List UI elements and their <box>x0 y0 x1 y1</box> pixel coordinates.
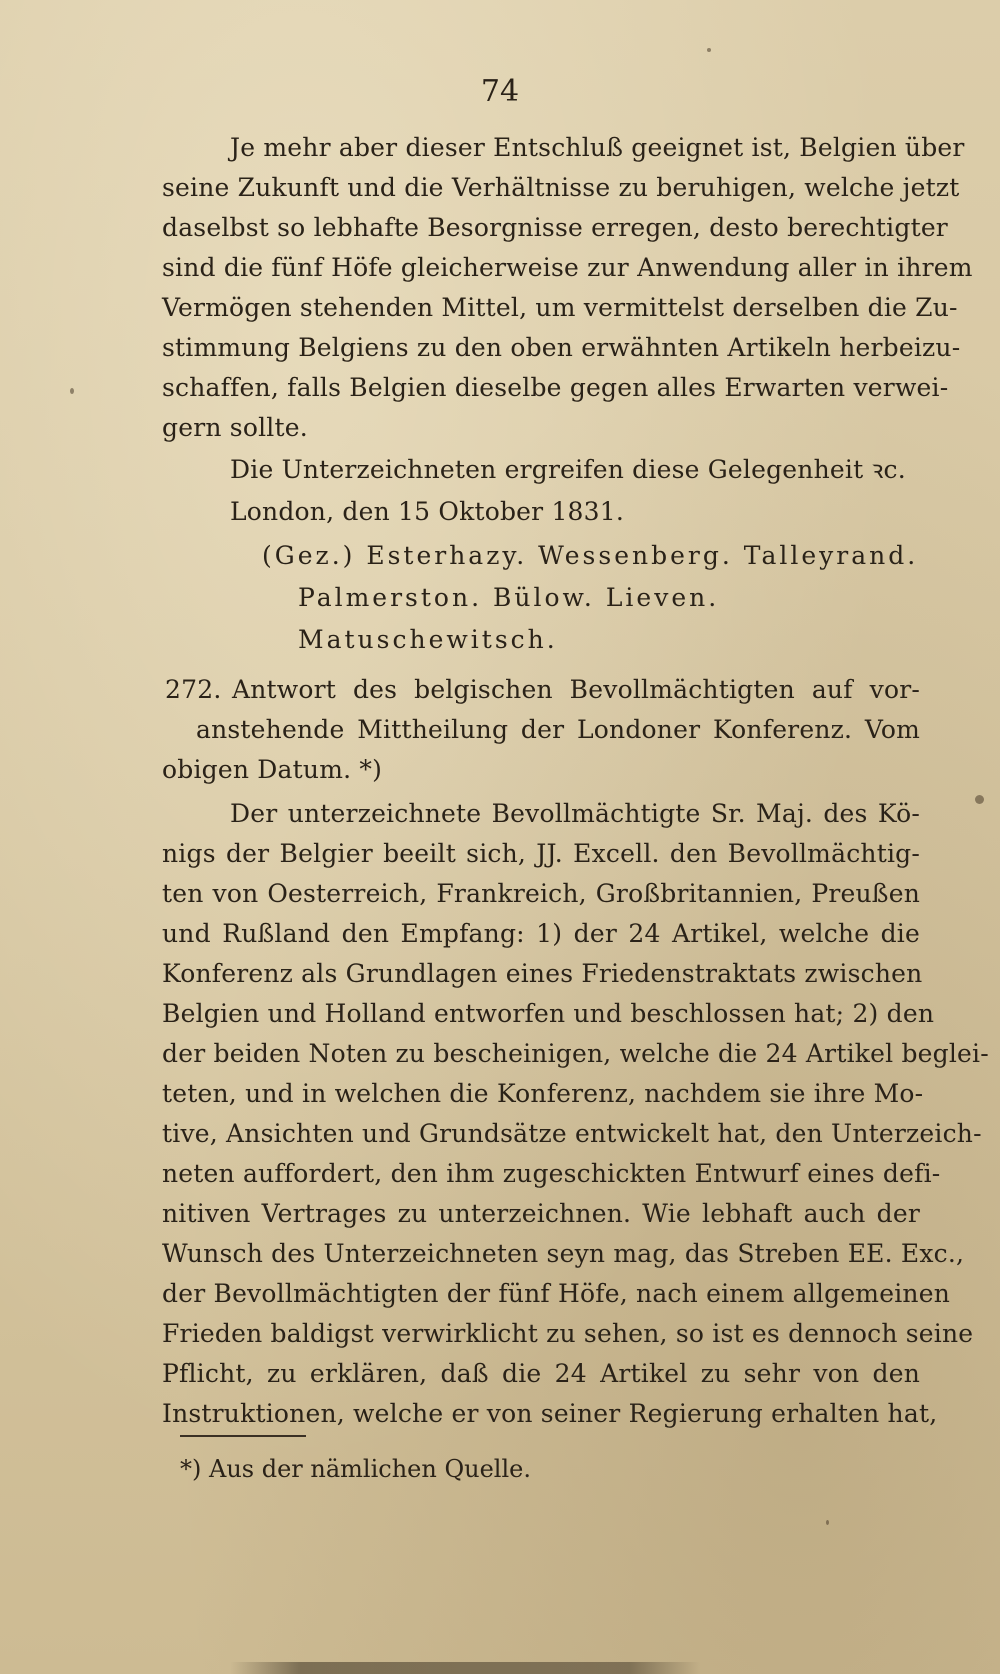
text-line: stimmung Belgiens zu den oben erwähnten Artikeln herbeizu- <box>162 333 961 362</box>
text-line: gern sollte. <box>162 413 308 442</box>
paper-speck <box>707 48 711 52</box>
text-line: Konferenz als Grundlagen eines Friedenstraktats zwischen <box>162 959 923 988</box>
text-line: tive, Ansichten und Grundsätze entwickelt hat, den Unterzeich- <box>162 1119 982 1148</box>
text-line: Der unterzeichnete Bevollmächtigte Sr. Maj. des Kö- <box>230 799 920 828</box>
text-line: Vermögen stehenden Mittel, um vermittelst derselben die Zu- <box>162 293 958 322</box>
text-line: teten, und in welchen die Konferenz, nachdem sie ihre Mo- <box>162 1079 924 1108</box>
text-line: Belgien und Holland entworfen und beschlossen hat; 2) den <box>162 999 935 1028</box>
document-number: 272. <box>165 675 222 704</box>
text-line: Wunsch des Unterzeichneten seyn mag, das Streben EE. Exc., <box>162 1239 965 1268</box>
text-line: schaffen, falls Belgien dieselbe gegen alles Erwarten verwei- <box>162 373 949 402</box>
place-date: London, den 15 Oktober 1831. <box>230 497 625 526</box>
text-line: nitiven Vertrages zu unterzeichnen. Wie lebhaft auch der <box>162 1199 920 1228</box>
text-line: seine Zukunft und die Verhältnisse zu beruhigen, welche jetzt <box>162 173 960 202</box>
text-line: Instruktionen, welche er von seiner Regierung erhalten hat, <box>162 1399 938 1428</box>
paper-speck <box>70 388 74 394</box>
page-edge-stain <box>230 1662 700 1674</box>
text-line: nigs der Belgier beeilt sich, JJ. Excell. den Bevollmächtig- <box>162 839 920 868</box>
text-line: sind die fünf Höfe gleicherweise zur Anwendung aller in ihrem <box>162 253 973 282</box>
text-line: der beiden Noten zu bescheinigen, welche die 24 Artikel beglei- <box>162 1039 989 1068</box>
text-line: daselbst so lebhafte Besorgnisse erregen, desto berechtigter <box>162 213 948 242</box>
text-line: ten von Oesterreich, Frankreich, Großbritannien, Preußen <box>162 879 920 908</box>
text-line: Pflicht, zu erklären, daß die 24 Artikel zu sehr von den <box>162 1359 920 1388</box>
paper-speck <box>826 1520 829 1525</box>
signature-line: Matuschewitsch. <box>298 625 558 654</box>
footnote: *) Aus der nämlichen Quelle. <box>180 1455 531 1483</box>
heading-line: obigen Datum. *) <box>162 755 383 784</box>
footnote-rule <box>180 1435 306 1437</box>
paper-speck <box>975 795 984 804</box>
heading-line: Antwort des belgischen Bevollmächtigten auf vor- <box>232 675 920 704</box>
text-line: neten auffordert, den ihm zugeschickten Entwurf eines defi- <box>162 1159 941 1188</box>
text-line: Je mehr aber dieser Entschluß geeignet ist, Belgien über <box>230 133 965 162</box>
heading-line: anstehende Mittheilung der Londoner Konferenz. Vom <box>196 715 920 744</box>
signature-line: Palmerston. Bülow. Lieven. <box>298 583 720 612</box>
text-line: und Rußland den Empfang: 1) der 24 Artikel, welche die <box>162 919 920 948</box>
signature-line: (Gez.) Esterhazy. Wessenberg. Talleyrand. <box>262 541 919 570</box>
closing-formula: Die Unterzeichneten ergreifen diese Gelegenheit ꝛc. <box>230 455 906 484</box>
text-line: der Bevollmächtigten der fünf Höfe, nach einem allgemeinen <box>162 1279 951 1308</box>
text-line: Frieden baldigst verwirklicht zu sehen, so ist es dennoch seine <box>162 1319 974 1348</box>
page-number: 74 <box>480 74 520 109</box>
